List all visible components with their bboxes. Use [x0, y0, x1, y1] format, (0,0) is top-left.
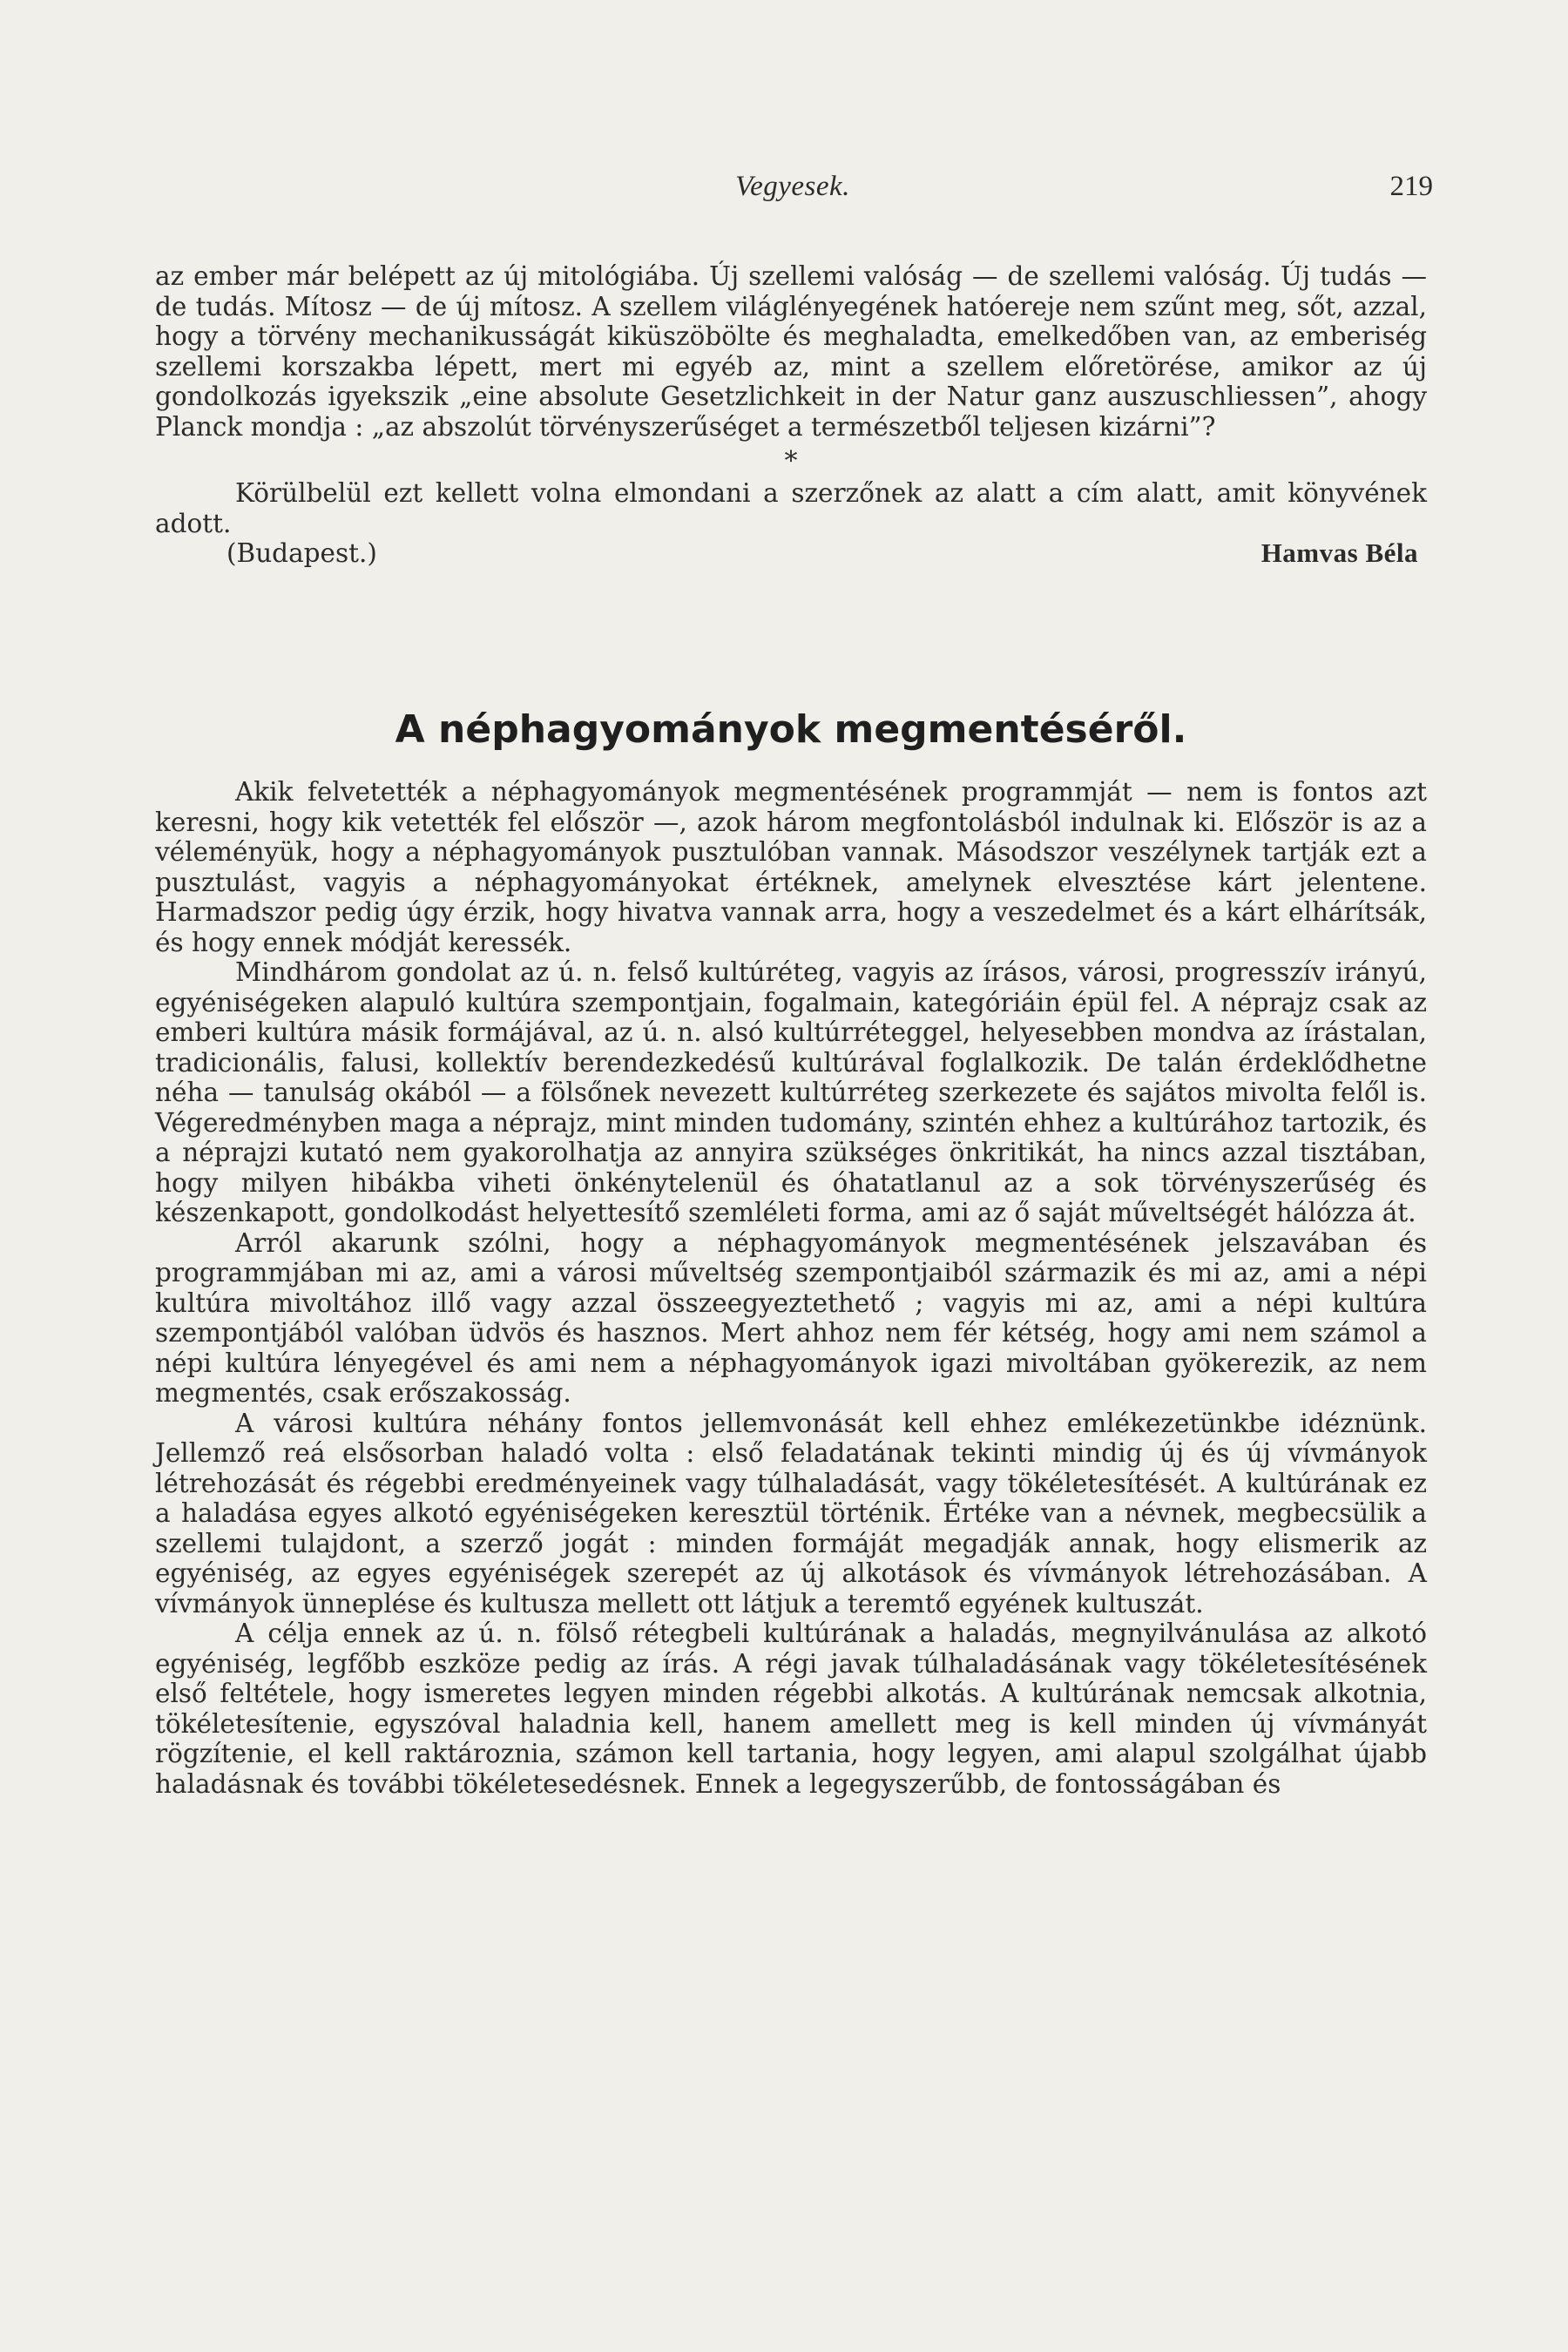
continued-paragraph: az ember már belépett az új mitológiába. Új szellemi valóság — de szellemi valóság. Új tudás — de tudás. Mítosz — de új mítosz. A szellem világlényegének hatóereje nem szűnt meg, sőt, azzal, hogy a törvény mechanikusságát kiküszöbölte és meghaladta, emelkedőben van, az emberiség szellemi korszakba lépett, mert mi egyéb az, mint a szellem előretörése, amikor az új gondolkozás igyekszik „eine absolute Gesetzlichkeit in der Natur ganz auszuschliessen”, ahogy Planck mondja : „az abszolút törvényszerűséget a természetből teljesen kizárni”?	[155, 261, 1427, 442]
signature-place: (Budapest.)	[226, 538, 377, 568]
article-title: A néphagyományok megmentéséről.	[395, 707, 1187, 752]
article-paragraph: Arról akarunk szólni, hogy a néphagyományok megmentésének jelszavában és programmjában mi az, ami a városi műveltség szempontjaiból származik és mi az, ami a népi kultúra mivoltához illő vagy azzal összeegyeztethető ; vagyis mi az, ami a népi kultúra szempontjából valóban üdvös és hasznos. Mert ahhoz nem fér kétség, hogy ami nem számol a népi kultúra lényegével és ami nem a néphagyományok igazi mivoltában gyökerezik, az nem megmentés, csak erőszakosság.	[155, 1227, 1427, 1408]
article-paragraph: A célja ennek az ú. n. fölső rétegbeli kultúrának a haladás, megnyilvánulása az alkotó egyéniség, legfőbb eszköze pedig az írás. A régi javak túlhaladásának vagy tökéletesítésének első feltétele, hogy ismeretes legyen minden régebbi alkotás. A kultúrának nemcsak alkotnia, tökéletesítenie, egyszóval haladnia kell, hanem amellett meg is kell minden új vívmányát rögzítenie, el kell raktároznia, számon kell tartania, hogy legyen, ami alapul szolgálhat újabb haladásnak és további tökéletesedésnek. Ennek a legegyszerűbb, de fontosságában és	[155, 1619, 1427, 1799]
signature-line	[155, 538, 1427, 573]
article-paragraph: Mindhárom gondolat az ú. n. felső kultúréteg, vagyis az írásos, városi, progresszív irányú, egyéniségeken alapuló kultúra szempontjain, fogalmain, kategóriáin épül fel. A néprajz csak az emberi kultúra másik formájával, az ú. n. alsó kultúrréteggel, helyesebben mondva az írástalan, tradicionális, falusi, kollektív berendezkedésű kultúrával foglalkozik. De talán érdeklődhetne néha — tanulság okából — a fölsőnek nevezett kultúrréteg szerkezete és sajátos mivolta felől is. Végeredményben maga a néprajz, mint minden tudomány, szintén ehhez a kultúrához tartozik, és a néprajzi kutató nem gyakorolhatja az annyira szükséges önkritikát, ha nincs azzal tisztában, hogy milyen hibákba viheti önkénytelenül és óhatatlanul az a sok törvényszerűség és készenkapott, gondolkodást helyettesítő szemléleti forma, ami az ő saját műveltségét hálózza át.	[155, 957, 1427, 1227]
running-title: Vegyesek.	[735, 171, 850, 202]
section-separator: *	[784, 446, 798, 476]
article-paragraph: Akik felvetették a néphagyományok megmentésének programmját — nem is fontos azt keresni, hogy kik vetették fel először —, azok három megfontolásból indulnak ki. Először is az a véleményük, hogy a néphagyományok pusztulóban vannak. Másodszor veszélynek tartják ezt a pusztulást, vagyis a néphagyományokat értéknek, amelynek elvesztése kárt jelentene. Harmadszor pedig úgy érzik, hogy hivatva vannak arra, hogy a veszedelmet és a kárt elhárítsák, és hogy ennek módját keressék.	[155, 777, 1427, 957]
article-paragraph: A városi kultúra néhány fontos jellemvonását kell ehhez emlékezetünkbe idéznünk. Jellemző reá elsősorban haladó volta : első feladatának tekinti mindig új és új vívmányok létrehozását és régebbi eredményeinek vagy túlhaladását, vagy tökéletesítését. A kultúrának ez a haladása egyes alkotó egyéniségeken keresztül történik. Értéke van a névnek, megbecsülik a szellemi tulajdont, a szerző jogát : minden formáját megadják annak, hogy elismerik az egyéniség, az egyes egyéniségek szerepét az új alkotások és vívmányok létrehozásában. A vívmányok ünneplése és kultusza mellett ott látjuk a teremtő egyének kultuszát.	[155, 1408, 1427, 1619]
page-body	[155, 261, 1427, 1799]
running-header	[152, 171, 1433, 206]
page-number: 219	[1389, 171, 1433, 202]
closing-paragraph: Körülbelül ezt kellett volna elmondani a szerzőnek az alatt a cím alatt, amit könyvének adott.	[155, 478, 1427, 538]
signature-author: Hamvas Béla	[1260, 537, 1418, 568]
